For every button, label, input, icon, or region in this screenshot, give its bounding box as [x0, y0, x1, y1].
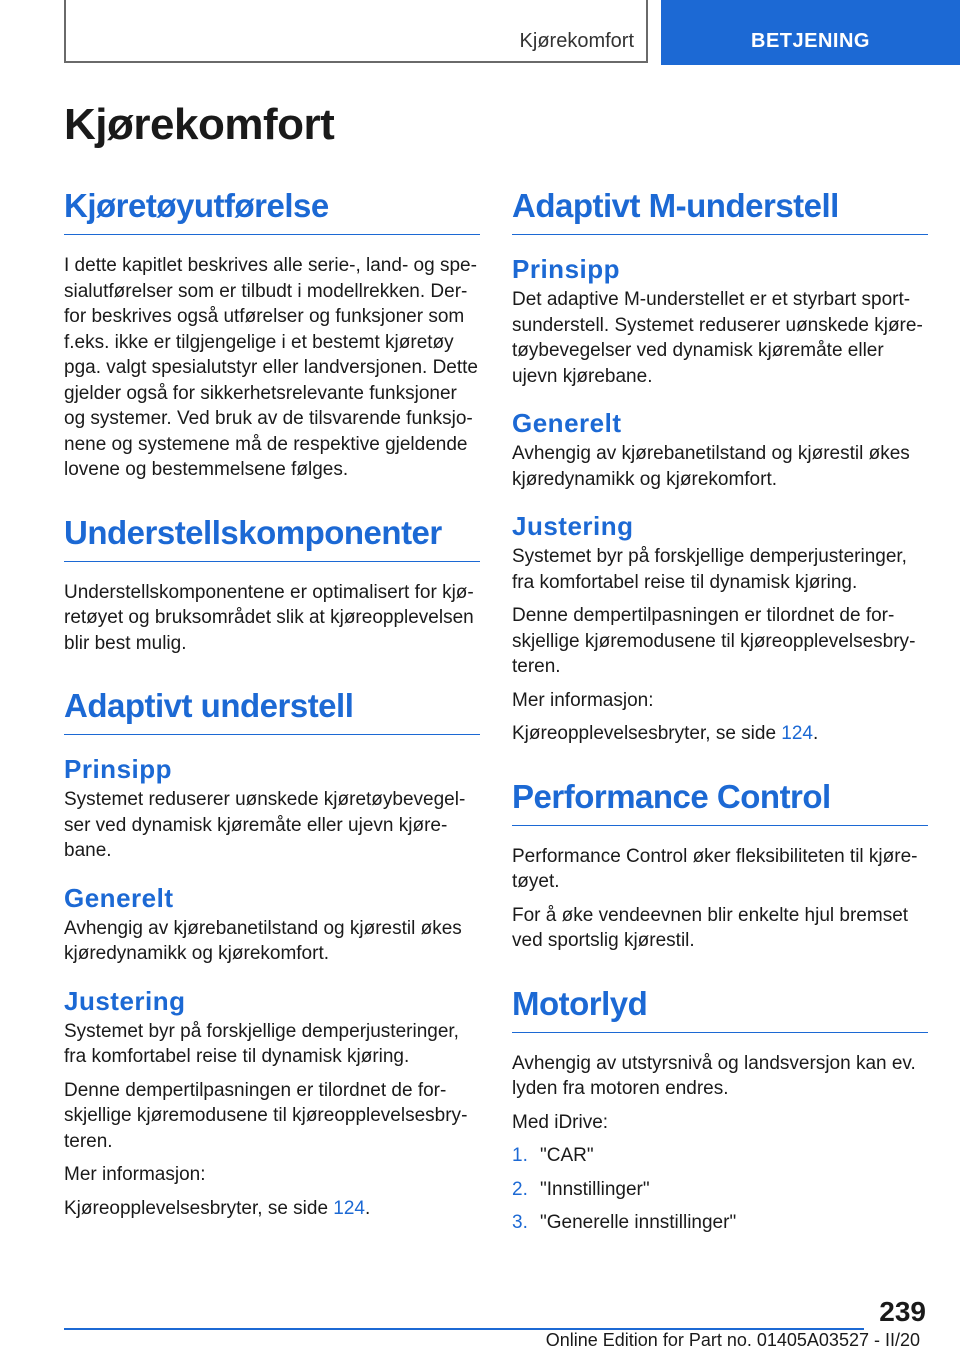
page-number: 239: [879, 1296, 926, 1327]
page-link[interactable]: 124: [333, 1197, 365, 1219]
paragraph: Performance Control øker fleksibiliteten til kjøretøyet.: [512, 845, 918, 892]
list-item: 2. "Innstillinger": [512, 1178, 650, 1200]
list-item: 3. "Generelle innstillinger": [512, 1212, 737, 1233]
heading-performance-control: Performance Control: [512, 777, 928, 826]
paragraph: Med iDrive:: [512, 1111, 609, 1133]
left-column: [64, 186, 480, 1229]
subheading-justering: Justering: [512, 511, 634, 541]
heading-motorlyd: Motorlyd: [512, 984, 928, 1033]
reference: Kjøreopplevelsesbryter, se side 124.: [512, 723, 819, 744]
chapter-title: Kjørekomfort: [64, 0, 648, 63]
subheading-generelt: Generelt: [512, 408, 622, 438]
heading-adaptivt-understell: Adaptivt understell: [64, 686, 480, 735]
paragraph: Det adaptive M-understellet er et styrbart sportsunderstell. Systemet reduserer uønskede kjøretøybevegelser ved dynamisk kjøremåte eller ujevn kjørebane.: [512, 289, 923, 387]
heading-adaptivt-m-understell: Adaptivt M-understell: [512, 186, 928, 235]
page-header: [0, 0, 960, 66]
paragraph: Denne dempertilpasningen er tilordnet de forskjellige kjøremodusene til kjøreopplevelsesbryteren.: [64, 1079, 468, 1152]
right-column: [512, 186, 928, 1244]
paragraph: Systemet byr på forskjellige demperjusteringer, fra komfortabel reise til dynamisk kjøring.: [64, 1020, 459, 1067]
paragraph: Avhengig av kjørebanetilstand og kjørestil økes kjøredynamikk og kjørekomfort.: [512, 443, 910, 490]
paragraph: For å øke vendeevnen blir enkelte hjul bremset ved sportslig kjørestil.: [512, 904, 909, 951]
paragraph: Avhengig av kjørebanetilstand og kjørestil økes kjøredynamikk og kjørekomfort.: [64, 917, 462, 964]
paragraph: Systemet byr på forskjellige demperjusteringer, fra komfortabel reise til dynamisk kjøring.: [512, 546, 907, 593]
heading-kjoretoyutforelse: Kjøretøyutførelse: [64, 186, 480, 235]
subheading-justering: Justering: [64, 985, 186, 1016]
paragraph: Mer informasjon:: [512, 689, 654, 711]
paragraph: Denne dempertilpasningen er tilordnet de forskjellige kjøremodusene til kjøreopplevelsesbryteren.: [512, 605, 916, 677]
section-tab[interactable]: BETJENING: [661, 0, 960, 65]
paragraph: Mer informasjon:: [64, 1164, 206, 1185]
paragraph: Avhengig av utstyrsnivå og landsversjon kan ev. lyden fra motoren endres.: [512, 1052, 916, 1099]
paragraph: Understellskomponentene er optimalisert for kjøretøyet og bruksområdet slik at kjøreopplevelsen blir best mulig.: [64, 581, 474, 654]
footer-edition: Online Edition for Part no. 01405A03527 - II/20: [545, 1330, 920, 1350]
list-item: 1. "CAR": [512, 1145, 594, 1166]
step-list: [512, 1143, 928, 1236]
reference: Kjøreopplevelsesbryter, se side 124.: [64, 1197, 371, 1219]
subheading-prinsipp: Prinsipp: [64, 754, 173, 784]
page-title: Kjørekomfort: [64, 100, 335, 149]
page-link[interactable]: 124: [781, 723, 813, 744]
subheading-prinsipp: Prinsipp: [512, 254, 621, 284]
paragraph: I dette kapitlet beskrives alle serie-, land- og spesialutførelser som er tilbudt i modellrekken. Derfor beskrives også utførelser og funksjoner som f.eks. ikke er tilgjengelige i et bestemt kjøretøy pga. valgt spesialutstyr eller landversjonen. Dette gjelder også for sikkerhetsrelevante funksjoner og systemer. Ved bruk av de tilsvarende funksjonene og systemene må de respektive gjeldende lovene og bestemmelsene følges.: [64, 255, 479, 480]
heading-understellskomponenter: Understellskomponenter: [64, 513, 480, 562]
paragraph: Systemet reduserer uønskede kjøretøybevegelser ved dynamisk kjøremåte eller ujevn kjørebane.: [64, 789, 466, 861]
subheading-generelt: Generelt: [64, 882, 174, 913]
